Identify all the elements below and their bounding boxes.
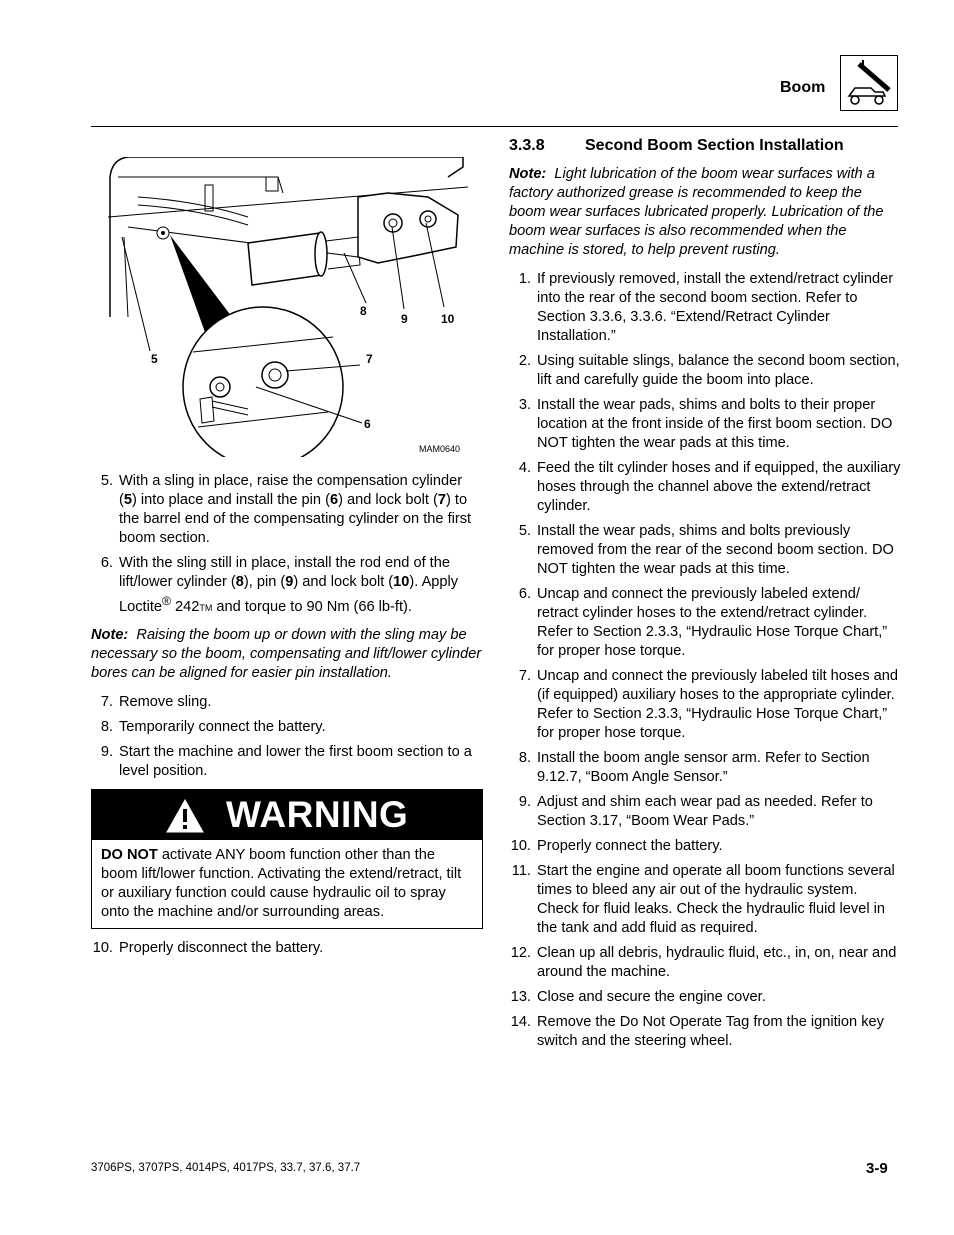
section-number: 3.3.8 [509, 137, 545, 154]
footer-models: 3706PS, 3707PS, 4014PS, 4017PS, 33.7, 37.6, 37.7 [91, 1162, 361, 1174]
left-steps-a [91, 472, 483, 618]
step-text: Install the boom angle sensor arm. Refer to Section 9.12.7, “Boom Angle Sensor.” [537, 750, 870, 785]
step-number: 9. [100, 743, 113, 760]
step-text: If previously removed, install the extend/retract cylinder into the rear of the second boom section. Refer to Section 3.3.6, 3.3.6. “Extend/Retract Cylinder Installation.” [537, 271, 894, 344]
step-number: 8. [518, 750, 531, 766]
step-text: Remove the Do Not Operate Tag from the ignition key switch and the steering wheel. [537, 1014, 884, 1049]
step-number: 14. [510, 1014, 531, 1030]
warning-text: activate ANY boom function other than the boom lift/lower function. Activating the extend/retract, tilt or auxiliary function could cause hydraulic oil to spray onto the machine and/or surrounding areas. [101, 846, 462, 920]
step-text: With a sling in place, raise the compensation cylinder (5) into place and install the pin (6) and lock bolt (7) to the barrel end of the compensating cylinder on the first boom section. [119, 473, 472, 546]
right-steps [509, 270, 901, 1051]
step-number: 3. [518, 397, 531, 413]
step-text: Uncap and connect the previously labeled extend/ retract cylinder hoses to the extend/retract cylinder. Refer to Section 2.3.3, “Hydraulic Hose Torque Chart,” for proper hose torque. [537, 586, 888, 659]
warning-box [91, 789, 483, 929]
step-item [509, 352, 901, 390]
step-text: Using suitable slings, balance the second boom section, lift and carefully guide the boom into place. [537, 353, 900, 388]
telehandler-boom-icon [840, 55, 898, 111]
page-number: 3-9 [866, 1160, 888, 1177]
step-text: With the sling still in place, install the rod end of the lift/lower cylinder (8), pin (9) and lock bolt (10). Apply Loctite® 242TM and torque to 90 Nm (66 lb-ft). [119, 555, 459, 615]
step-item [509, 522, 901, 579]
step-text: Close and secure the engine cover. [537, 989, 766, 1005]
step-text: Temporarily connect the battery. [119, 718, 326, 735]
step-text: Feed the tilt cylinder hoses and if equipped, the auxiliary hoses through the channel above the extend/retract cylinder. [537, 460, 901, 514]
left-note [91, 626, 483, 683]
boom-cylinder-illustration [108, 157, 468, 457]
step-text: Properly disconnect the battery. [119, 939, 324, 956]
section-heading [509, 136, 901, 155]
step-item [509, 944, 901, 982]
warning-header [92, 790, 482, 840]
step-item [509, 667, 901, 743]
note-text: Light lubrication of the boom wear surfaces with a factory authorized grease is recommended to keep the boom wear surfaces lubricated properly. Lubrication of the boom wear surfaces is also recommended when the machine is stored, to help prevent rusting. [509, 166, 884, 258]
step-number: 7. [518, 668, 531, 684]
left-column [91, 472, 483, 964]
step-item [509, 270, 901, 346]
section-header-title: Boom [780, 79, 826, 96]
warning-triangle-icon [166, 799, 204, 839]
header-rule [91, 126, 898, 127]
step-text: Uncap and connect the previously labeled tilt hoses and (if equipped) auxiliary hoses to the appropriate cylinder. Refer to Section 2.3.3, “Hydraulic Hose Torque Chart,” for proper hose torque. [537, 668, 899, 741]
step-number: 5. [100, 473, 113, 489]
step-item [509, 459, 901, 516]
callout-9: 9 [401, 312, 408, 326]
step-text: Start the engine and operate all boom functions several times to bleed any air out of the hydraulic system. Check for fluid leaks. Check the hydraulic fluid level in the tank and add fluid as required. [537, 863, 895, 936]
warning-lead: DO NOT [101, 846, 158, 863]
step-item [509, 837, 901, 856]
step-number: 8. [100, 718, 113, 735]
step-text: Install the wear pads, shims and bolts previously removed from the rear of the second boom section. DO NOT tighten the wear pads at this time. [537, 523, 894, 577]
right-column [509, 136, 901, 1057]
step-number: 4. [518, 460, 531, 476]
step-text: Start the machine and lower the first boom section to a level position. [119, 743, 472, 779]
left-steps-c [91, 939, 483, 958]
step-item [91, 472, 483, 548]
step-number: 2. [518, 353, 531, 369]
step-item [509, 396, 901, 453]
step-number: 9. [518, 794, 531, 810]
step-text: Properly connect the battery. [537, 838, 723, 854]
step-item [509, 1013, 901, 1051]
step-number: 12. [510, 945, 531, 961]
callout-8: 8 [360, 304, 367, 318]
warning-title: WARNING [226, 794, 409, 836]
left-steps-b [91, 693, 483, 781]
step-item [91, 693, 483, 712]
note-label: Note: [91, 626, 129, 643]
step-item [91, 743, 483, 781]
step-number: 5. [518, 523, 531, 539]
section-title: Second Boom Section Installation [585, 137, 844, 154]
step-item [91, 939, 483, 958]
step-item [509, 862, 901, 938]
step-number: 7. [100, 693, 113, 710]
callout-10: 10 [441, 312, 455, 326]
note-text: Raising the boom up or down with the sling may be necessary so the boom, compensating and lift/lower cylinder bores can be aligned for easier pin installation. [91, 626, 482, 681]
note-label: Note: [509, 166, 547, 182]
step-text: Adjust and shim each wear pad as needed. Refer to Section 3.17, “Boom Wear Pads.” [537, 794, 873, 829]
step-item [91, 718, 483, 737]
step-item [91, 554, 483, 618]
step-item [509, 988, 901, 1007]
figure-id: MAM0640 [419, 444, 461, 454]
step-number: 10. [510, 838, 531, 854]
step-number: 10. [92, 939, 113, 956]
callout-5: 5 [151, 352, 158, 366]
step-number: 13. [510, 989, 531, 1005]
step-item [509, 749, 901, 787]
step-number: 6. [518, 586, 531, 602]
right-note [509, 165, 901, 260]
step-text: Clean up all debris, hydraulic fluid, etc., in, on, near and around the machine. [537, 945, 897, 980]
step-number: 11. [511, 863, 531, 879]
step-item [509, 585, 901, 661]
warning-body [92, 840, 482, 928]
step-number: 6. [100, 555, 113, 571]
step-number: 1. [518, 271, 531, 287]
step-text: Remove sling. [119, 693, 212, 710]
callout-7: 7 [366, 352, 373, 366]
step-text: Install the wear pads, shims and bolts to their proper location at the front inside of the first boom section. DO NOT tighten the wear pads at this time. [537, 397, 893, 451]
step-item [509, 793, 901, 831]
callout-6: 6 [364, 417, 371, 431]
